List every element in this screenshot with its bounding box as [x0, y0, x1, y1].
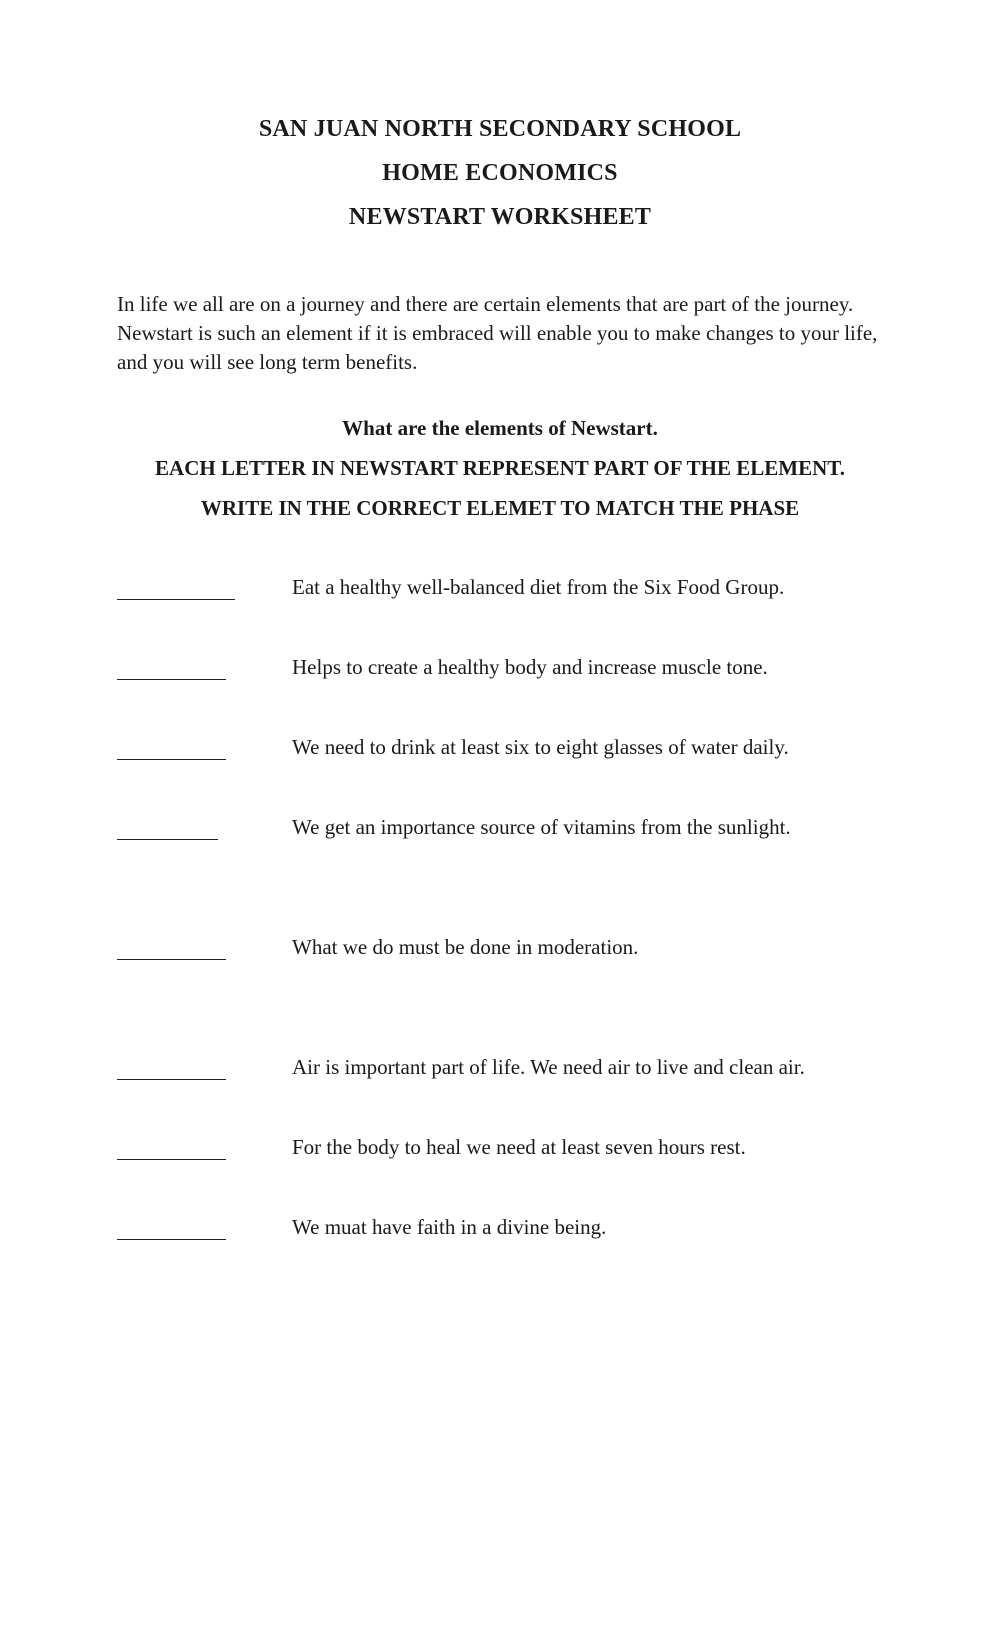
worksheet-title: NEWSTART WORKSHEET: [348, 204, 652, 230]
item-phrase: Helps to create a healthy body and increase muscle tone.: [292, 655, 768, 679]
answer-blank[interactable]: [117, 759, 226, 760]
subject-title: HOME ECONOMICS: [382, 160, 618, 186]
item-phrase: Eat a healthy well-balanced diet from the Six Food Group.: [292, 575, 785, 599]
answer-blank[interactable]: [117, 1159, 226, 1160]
list-item: [0, 815, 1000, 847]
answer-blank[interactable]: [117, 679, 226, 680]
list-item: [0, 1055, 1000, 1087]
answer-blank[interactable]: [117, 959, 226, 960]
answer-blank[interactable]: [117, 599, 235, 600]
list-item: [0, 935, 1000, 967]
instruction-line-1: EACH LETTER IN NEWSTART REPRESENT PART OF THE ELEMENT.: [155, 456, 845, 480]
answer-blank[interactable]: [117, 839, 218, 840]
list-item: [0, 1135, 1000, 1167]
school-name: SAN JUAN NORTH SECONDARY SCHOOL: [258, 116, 742, 142]
item-phrase: We get an importance source of vitamins from the sunlight.: [292, 815, 791, 839]
instruction-question: What are the elements of Newstart.: [342, 416, 658, 440]
item-phrase: What we do must be done in moderation.: [292, 935, 639, 959]
list-item: [0, 1215, 1000, 1247]
answer-blank[interactable]: [117, 1079, 226, 1080]
item-phrase: We need to drink at least six to eight glasses of water daily.: [292, 735, 789, 759]
item-phrase: We muat have faith in a divine being.: [292, 1215, 607, 1239]
instruction-line-2: WRITE IN THE CORRECT ELEMET TO MATCH THE PHASE: [200, 496, 800, 520]
item-phrase: For the body to heal we need at least seven hours rest.: [292, 1135, 746, 1159]
list-item: [0, 575, 1000, 607]
list-item: [0, 735, 1000, 767]
intro-paragraph: In life we all are on a journey and there are certain elements that are part of the journey. Newstart is such an element if it is embraced will enable you to make changes to your life, and you will see long term benefits.: [117, 292, 878, 374]
answer-blank[interactable]: [117, 1239, 226, 1240]
list-item: [0, 655, 1000, 687]
item-phrase: Air is important part of life. We need air to live and clean air.: [292, 1055, 805, 1079]
